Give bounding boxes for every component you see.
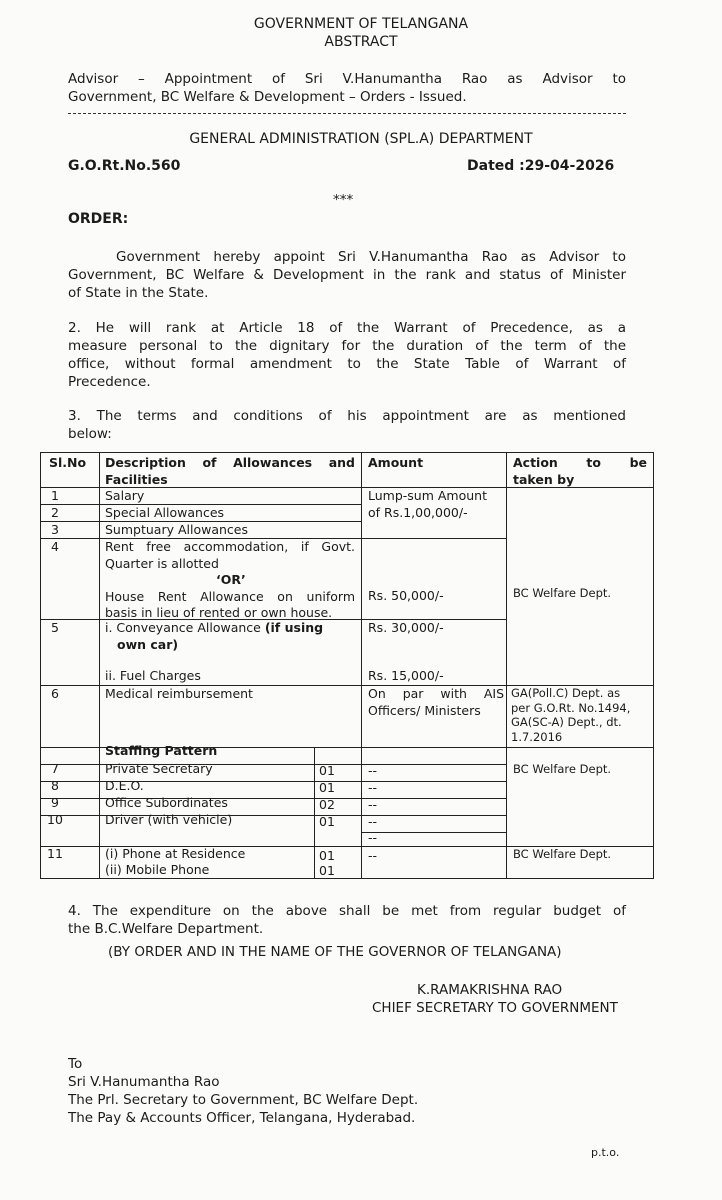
header-amount: Amount [368,455,424,470]
header-slno: Sl.No [49,455,87,470]
row5-desc-line-1a: i. Conveyance Allowance [105,620,265,635]
row8-qty: 01 [319,780,335,795]
paragraph-4 [68,902,626,938]
to-line-2: The Prl. Secretary to Government, BC Welfare Dept. [68,1092,419,1108]
row4-desc-line-4: basis in lieu of rented or own house. [105,605,333,620]
row5-desc-line-2: own car) [117,636,179,652]
row8-amount: -- [368,780,378,795]
subject-line-1: Advisor – Appointment of Sri V.Hanumantha Rao as Advisor to [68,71,626,87]
row9-desc: Office Subordinates [105,795,228,810]
row6-action-line-3: GA(SC-A) Dept., dt. [511,715,622,729]
subject [68,70,626,106]
row6-amount [368,686,504,719]
to-label: To [68,1056,83,1072]
row6-amount-line-1: On par with AIS [368,686,504,701]
row6-action-line-4: 1.7.2016 [511,729,563,744]
para3-line-2: below: [68,426,112,442]
row4-or: ‘OR’ [216,572,246,587]
go-number: G.O.Rt.No.560 [68,158,181,174]
order-heading: ORDER: [68,211,129,227]
row5-desc-fuel: ii. Fuel Charges [105,668,201,683]
row4-desc-line-2: Quarter is allotted [105,555,219,571]
header-desc-line-2: Facilities [105,471,168,487]
amount-lump-sum-line-2: of Rs.1,00,000/- [368,504,468,520]
row5-slno: 5 [51,620,59,635]
paragraph-2 [68,319,626,391]
subject-line-2: Government, BC Welfare & Development – Orders - Issued. [68,89,467,105]
row9-amount: -- [368,797,378,812]
row6-slno: 6 [51,686,59,701]
amount-lump-sum-line-1: Lump-sum Amount [368,488,487,503]
row11-amount: -- [368,848,378,863]
signatory-designation: CHIEF SECRETARY TO GOVERNMENT [372,1000,618,1016]
row9-slno: 9 [51,795,59,810]
row7-qty: 01 [319,763,335,778]
header-action [513,455,647,488]
row10-slno: 10 [47,812,63,827]
row4-desc [105,539,355,622]
row11-slno: 11 [47,846,63,861]
header-action-line-2: taken by [513,471,575,487]
department-title: GENERAL ADMINISTRATION (SPL.A) DEPARTMENT [189,131,533,147]
row11-desc-phone: (i) Phone at Residence [105,846,246,861]
col-divider-3 [506,453,507,878]
signatory-name: K.RAMAKRISHNA RAO [417,982,563,998]
allowances-table [40,452,654,879]
row7-amount: -- [368,763,378,778]
separator-stars: *** [333,192,354,208]
action-bc-welfare-2: BC Welfare Dept. [513,762,612,776]
divider [68,113,626,114]
para1-line-3: of State in the State. [68,285,209,301]
row5-amount-2: Rs. 15,000/- [368,668,444,683]
header-action-line-1: Action to be [513,455,647,470]
row5-amount-1: Rs. 30,000/- [368,620,444,635]
page-turn-over: p.t.o. [591,1146,620,1159]
row6-action-line-1: GA(Poll.C) Dept. as [511,686,621,700]
blank-row-amount: -- [368,830,378,845]
row6-desc: Medical reimbursement [105,686,253,701]
header-desc-line-1: Description of Allowances and [105,455,355,470]
row11-action: BC Welfare Dept. [513,847,612,861]
row7-desc: Private Secretary [105,761,213,776]
by-order-line: (BY ORDER AND IN THE NAME OF THE GOVERNOR OF TELANGANA) [108,944,562,960]
paragraph-3 [68,407,626,443]
row3-desc: Sumptuary Allowances [105,522,248,537]
government-title: GOVERNMENT OF TELANGANA [253,16,469,32]
row10-desc: Driver (with vehicle) [105,812,233,827]
row1-slno: 1 [51,488,59,503]
row10-amount: -- [368,814,378,829]
row8-desc: D.E.O. [105,778,144,793]
para3-line-1: 3. The terms and conditions of his appointment are as mentioned [68,408,626,424]
row2-desc: Special Allowances [105,505,225,520]
col-divider-qty [314,747,315,878]
para2-line-4: Precedence. [68,374,151,390]
rule-11 [361,832,506,833]
row1-desc: Salary [105,488,145,503]
para4-line-1: 4. The expenditure on the above shall be met from regular budget of [68,903,626,919]
go-date: Dated :29-04-2026 [467,158,615,174]
paragraph-1 [68,248,626,302]
header-description [105,455,355,488]
row9-qty: 02 [319,797,335,812]
to-line-3: The Pay & Accounts Officer, Telangana, Hyderabad. [68,1110,416,1126]
row4-desc-line-1: Rent free accommodation, if Govt. [105,539,355,554]
row10-qty: 01 [319,814,335,829]
abstract-title: ABSTRACT [324,34,398,50]
row3-slno: 3 [51,522,59,537]
para1-line-1: Government hereby appoint Sri V.Hanumantha Rao as Advisor to [116,249,626,265]
row6-action-line-2: per G.O.Rt. No.1494, [511,700,631,715]
row6-action [511,686,630,744]
action-bc-welfare-1: BC Welfare Dept. [513,586,612,600]
row2-slno: 2 [51,505,59,520]
row11-qty-1: 01 [319,848,335,863]
para1-line-2: Government, BC Welfare & Development in the rank and status of Minister [68,267,626,283]
para4-line-2: the B.C.Welfare Department. [68,921,264,937]
to-line-1: Sri V.Hanumantha Rao [68,1074,220,1090]
para2-line-2: measure personal to the dignitary for the duration of the term of the [68,338,626,354]
row8-slno: 8 [51,778,59,793]
row6-amount-line-2: Officers/ Ministers [368,702,481,718]
amount-lump-sum [368,488,487,521]
row11-qty-2: 01 [319,863,335,878]
row4-amount: Rs. 50,000/- [368,588,444,603]
row4-desc-line-3: House Rent Allowance on uniform [105,588,355,604]
row5-desc [105,620,355,653]
para2-line-1: 2. He will rank at Article 18 of the Warrant of Precedence, as a [68,320,626,336]
row5-desc-line-1b: (if using [264,620,324,635]
row11-desc-mobile: (ii) Mobile Phone [105,862,210,877]
para2-line-3: office, without formal amendment to the State Table of Warrant of [68,356,626,372]
staffing-pattern-heading: Staffing Pattern [105,743,218,758]
row4-slno: 4 [51,539,59,554]
row7-slno: 7 [51,761,59,776]
